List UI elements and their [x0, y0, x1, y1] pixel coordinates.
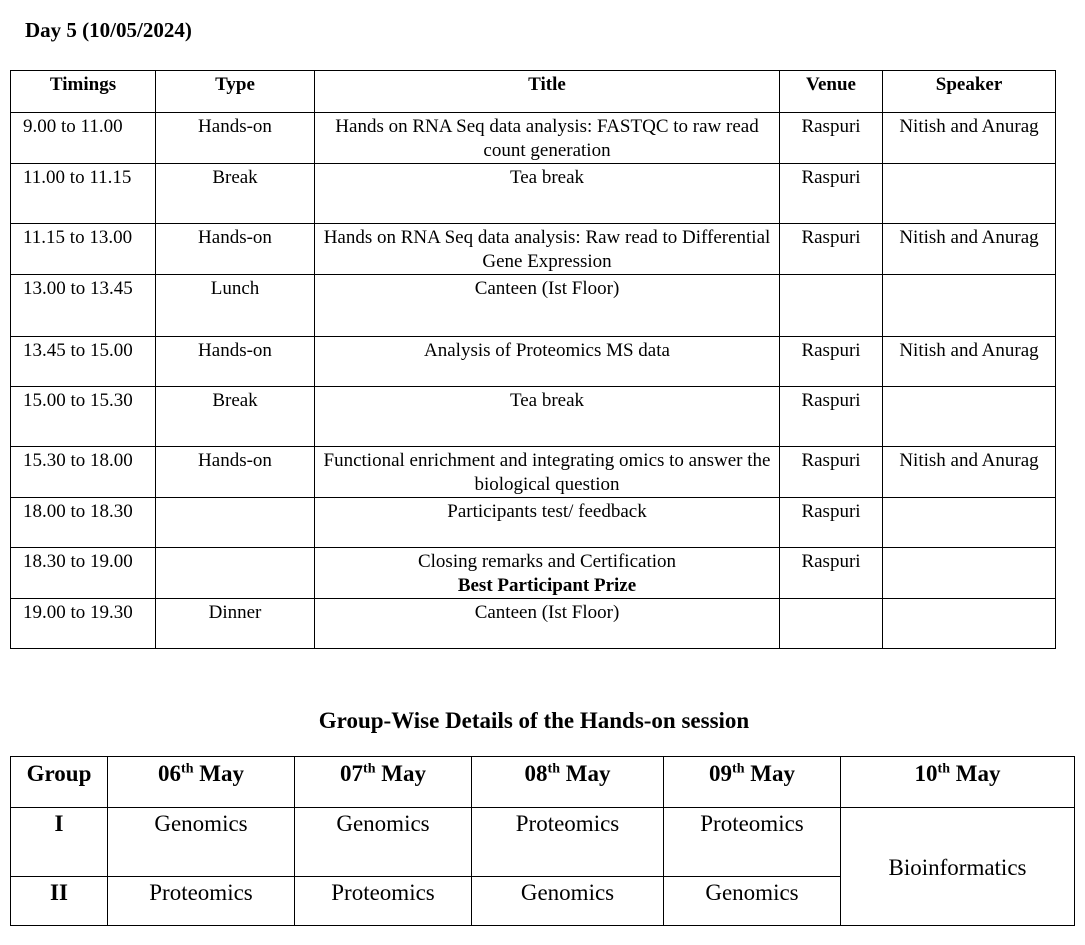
cell-venue	[780, 113, 883, 164]
cell-venue-text: Raspuri	[801, 501, 861, 522]
cell-speaker	[883, 224, 1056, 275]
schedule-table	[10, 70, 1056, 649]
schedule-header-row	[11, 71, 1056, 113]
cell-venue-text: Raspuri	[801, 116, 861, 137]
group-header-row	[11, 757, 1075, 808]
cell-topic: Genomics	[472, 877, 664, 926]
header-timings: Timings	[11, 71, 156, 113]
schedule-row	[11, 337, 1056, 387]
cell-speaker-text: Nitish and Anurag	[899, 227, 1039, 248]
cell-speaker	[883, 599, 1056, 649]
cell-type-text: Lunch	[210, 278, 260, 299]
cell-venue	[780, 164, 883, 224]
cell-venue-text: Raspuri	[801, 340, 861, 361]
cell-topic: Proteomics	[295, 877, 472, 926]
cell-type-text: Hands-on	[198, 340, 272, 361]
schedule-row	[11, 447, 1056, 498]
cell-time	[11, 275, 156, 337]
header-date	[108, 757, 295, 808]
cell-time-text: 18.30 to 19.00	[23, 551, 133, 572]
cell-bioinformatics-merged: Bioinformatics	[841, 808, 1075, 926]
cell-speaker	[883, 275, 1056, 337]
cell-speaker	[883, 164, 1056, 224]
header-speaker: Speaker	[883, 71, 1056, 113]
cell-time-text: 19.00 to 19.30	[23, 602, 133, 623]
cell-type-text: Break	[212, 167, 258, 188]
cell-speaker	[883, 113, 1056, 164]
cell-type-text: Hands-on	[198, 450, 272, 471]
cell-speaker	[883, 498, 1056, 548]
header-venue: Venue	[780, 71, 883, 113]
cell-venue-text: Raspuri	[801, 167, 861, 188]
cell-title	[315, 224, 780, 275]
cell-time-text: 13.45 to 15.00	[23, 340, 133, 361]
cell-title	[315, 447, 780, 498]
group-row	[11, 808, 1075, 877]
cell-type	[156, 164, 315, 224]
cell-title-text: Hands on RNA Seq data analysis: FASTQC to raw read count generation	[335, 116, 759, 161]
cell-type-text: Dinner	[208, 602, 262, 623]
cell-type	[156, 113, 315, 164]
cell-group: II	[11, 877, 108, 926]
cell-topic: Genomics	[295, 808, 472, 877]
date-number: 08	[524, 761, 548, 786]
cell-time-text: 11.00 to 11.15	[23, 167, 132, 188]
date-month: May	[559, 761, 611, 786]
header-date	[295, 757, 472, 808]
cell-type	[156, 224, 315, 275]
cell-time-text: 18.00 to 18.30	[23, 501, 133, 522]
cell-time	[11, 337, 156, 387]
group-section-title: Group-Wise Details of the Hands-on session	[318, 708, 750, 733]
cell-title	[315, 337, 780, 387]
day-title: Day 5 (10/05/2024)	[25, 18, 192, 42]
header-date	[472, 757, 664, 808]
header-title: Title	[315, 71, 780, 113]
date-number: 10	[914, 761, 938, 786]
header-group: Group	[11, 757, 108, 808]
cell-title-text: Participants test/ feedback	[447, 501, 647, 522]
cell-venue	[780, 224, 883, 275]
schedule-row	[11, 113, 1056, 164]
cell-type	[156, 548, 315, 599]
cell-time	[11, 599, 156, 649]
cell-time	[11, 113, 156, 164]
cell-type-text: Break	[212, 390, 258, 411]
cell-topic: Proteomics	[108, 877, 295, 926]
cell-title-text: Closing remarks and Certification	[417, 551, 677, 572]
cell-title-text: Tea break	[509, 390, 585, 411]
cell-venue-text: Raspuri	[801, 551, 861, 572]
cell-title	[315, 387, 780, 447]
cell-speaker-text: Nitish and Anurag	[899, 116, 1039, 137]
cell-topic: Proteomics	[664, 808, 841, 877]
cell-speaker	[883, 447, 1056, 498]
cell-venue	[780, 337, 883, 387]
date-suffix: th	[937, 761, 950, 777]
cell-title-text: Hands on RNA Seq data analysis: Raw read to Differential Gene Expression	[323, 227, 771, 272]
cell-time-text: 13.00 to 13.45	[23, 278, 133, 299]
cell-topic: Genomics	[664, 877, 841, 926]
cell-title	[315, 498, 780, 548]
cell-time	[11, 387, 156, 447]
cell-type-text: Hands-on	[198, 227, 272, 248]
cell-time	[11, 164, 156, 224]
cell-time-text: 15.30 to 18.00	[23, 450, 133, 471]
cell-venue	[780, 498, 883, 548]
cell-speaker-text: Nitish and Anurag	[899, 340, 1039, 361]
cell-venue-text: Raspuri	[801, 227, 861, 248]
cell-venue	[780, 447, 883, 498]
cell-type	[156, 447, 315, 498]
cell-venue	[780, 387, 883, 447]
date-suffix: th	[181, 761, 194, 777]
cell-venue	[780, 548, 883, 599]
schedule-row	[11, 548, 1056, 599]
date-month: May	[949, 761, 1001, 786]
cell-title-text: Tea break	[509, 167, 585, 188]
cell-speaker	[883, 337, 1056, 387]
date-suffix: th	[363, 761, 376, 777]
cell-time-text: 11.15 to 13.00	[23, 227, 133, 248]
cell-title-text: Canteen (Ist Floor)	[474, 278, 620, 299]
schedule-row	[11, 275, 1056, 337]
date-month: May	[744, 761, 795, 786]
cell-title-bold-text: Best Participant Prize	[457, 575, 637, 596]
cell-speaker	[883, 548, 1056, 599]
cell-type	[156, 337, 315, 387]
cell-speaker	[883, 387, 1056, 447]
cell-venue	[780, 599, 883, 649]
date-month: May	[193, 761, 244, 786]
date-number: 07	[340, 761, 364, 786]
schedule-row	[11, 387, 1056, 447]
cell-title-text: Canteen (Ist Floor)	[474, 602, 620, 623]
cell-title	[315, 113, 780, 164]
date-month: May	[375, 761, 426, 786]
date-suffix: th	[547, 761, 560, 777]
cell-type	[156, 275, 315, 337]
schedule-row	[11, 498, 1056, 548]
cell-title-text: Analysis of Proteomics MS data	[424, 340, 670, 361]
cell-venue	[780, 275, 883, 337]
header-date	[841, 757, 1075, 808]
cell-time	[11, 447, 156, 498]
cell-type-text: Hands-on	[198, 116, 272, 137]
schedule-row	[11, 164, 1056, 224]
cell-time	[11, 548, 156, 599]
cell-type	[156, 387, 315, 447]
cell-time-text: 15.00 to 15.30	[23, 390, 133, 411]
cell-title-text: Functional enrichment and integrating omics to answer the biological question	[323, 450, 771, 495]
cell-speaker-text: Nitish and Anurag	[899, 450, 1039, 471]
date-number: 06	[158, 761, 182, 786]
cell-topic: Proteomics	[472, 808, 664, 877]
cell-title	[315, 599, 780, 649]
schedule-row	[11, 224, 1056, 275]
cell-venue-text: Raspuri	[801, 450, 861, 471]
cell-time	[11, 224, 156, 275]
header-type: Type	[156, 71, 315, 113]
cell-group: I	[11, 808, 108, 877]
cell-time-text: 9.00 to 11.00	[23, 116, 123, 137]
cell-title	[315, 275, 780, 337]
cell-type	[156, 599, 315, 649]
schedule-row	[11, 599, 1056, 649]
cell-type	[156, 498, 315, 548]
group-table	[10, 756, 1075, 926]
header-date	[664, 757, 841, 808]
cell-title	[315, 164, 780, 224]
cell-time	[11, 498, 156, 548]
date-suffix: th	[732, 761, 745, 777]
date-number: 09	[709, 761, 733, 786]
cell-title	[315, 548, 780, 599]
cell-topic: Genomics	[108, 808, 295, 877]
cell-venue-text: Raspuri	[801, 390, 861, 411]
